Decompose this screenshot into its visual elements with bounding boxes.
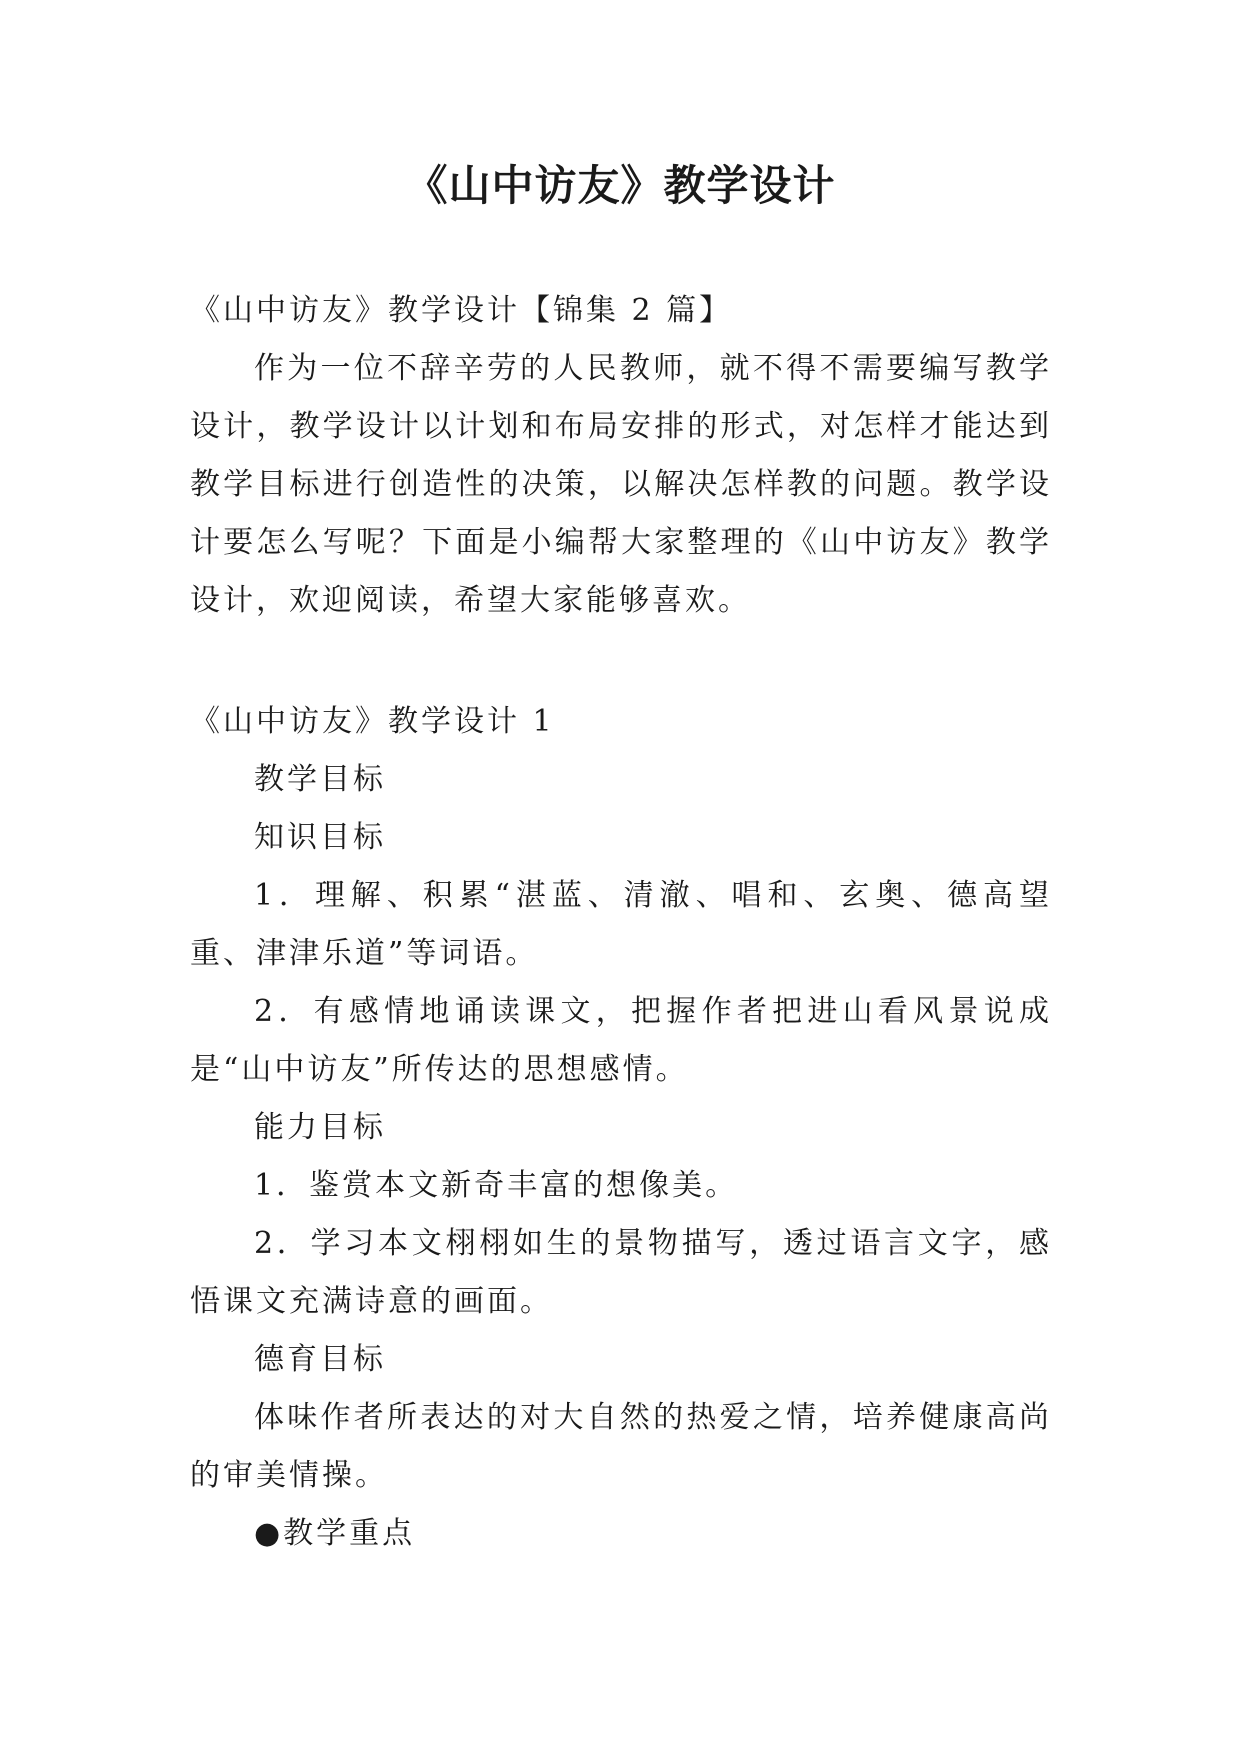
knowledge-goals-heading: 知识目标: [254, 820, 386, 855]
section-heading: 《山中访友》教学设计 1: [190, 704, 555, 739]
teaching-goals-heading: 教学目标: [254, 762, 386, 797]
page-title: 《山中访友》教学设计: [405, 161, 836, 210]
moral-goals-text: 体味作者所表达的对大自然的热爱之情，培养健康高尚的审美情操。: [190, 1400, 1052, 1493]
key-points-heading: ●教学重点: [254, 1516, 416, 1551]
intro-block: [190, 282, 1052, 630]
knowledge-item-1: 1．理解、积累“湛蓝、清澈、唱和、玄奥、德高望重、津津乐道”等词语。: [190, 878, 1052, 971]
ability-item-2: 2．学习本文栩栩如生的景物描写，透过语言文字，感悟课文充满诗意的画面。: [190, 1226, 1052, 1319]
document-subtitle: 《山中访友》教学设计【锦集 2 篇】: [190, 293, 733, 328]
intro-paragraph: 作为一位不辞辛劳的人民教师，就不得不需要编写教学设计，教学设计以计划和布局安排的形式，对怎样才能达到教学目标进行创造性的决策，以解决怎样教的问题。教学设计要怎么写呢？下面是小编帮大家整理的《山中访友》教学设计，欢迎阅读，希望大家能够喜欢。: [190, 351, 1052, 618]
knowledge-item-2: 2．有感情地诵读课文，把握作者把进山看风景说成是“山中访友”所传达的思想感情。: [190, 994, 1052, 1087]
moral-goals-heading: 德育目标: [254, 1342, 386, 1377]
ability-goals-heading: 能力目标: [254, 1110, 386, 1145]
ability-item-1: 1．鉴赏本文新奇丰富的想像美。: [254, 1168, 739, 1203]
section-1: [190, 693, 1052, 1563]
